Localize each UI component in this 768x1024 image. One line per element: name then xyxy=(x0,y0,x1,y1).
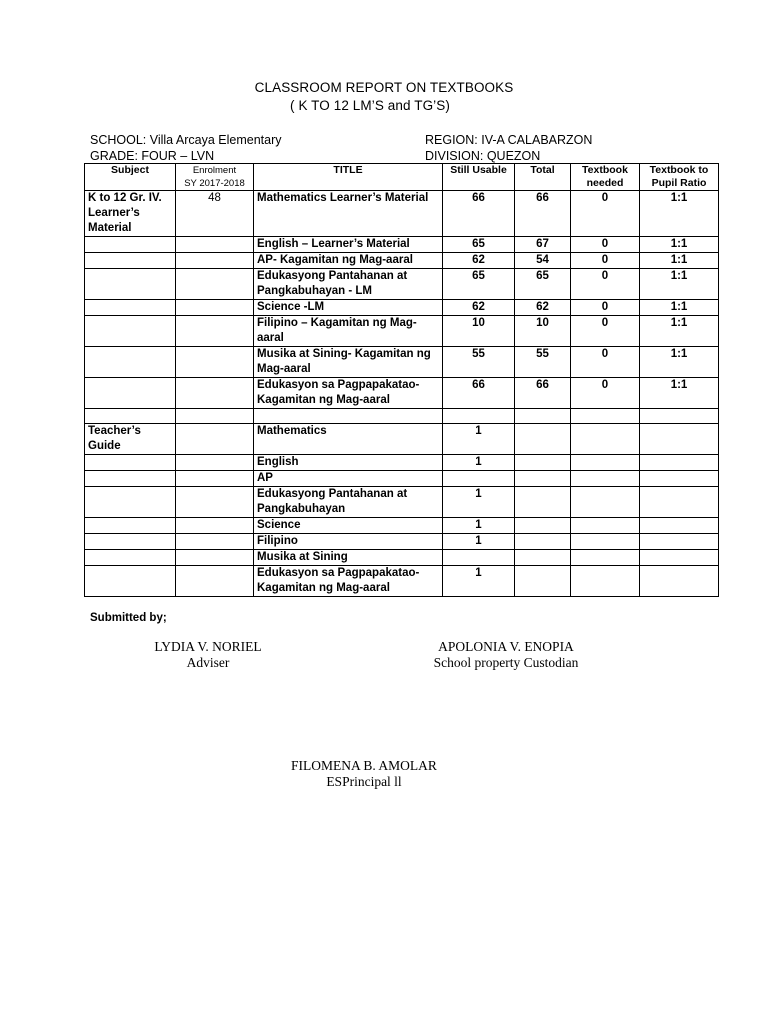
cell-total xyxy=(515,534,571,550)
cell-textbook-needed: 0 xyxy=(571,191,640,237)
cell-textbook-needed: 0 xyxy=(571,300,640,316)
cell-ratio xyxy=(640,424,719,455)
cell-enrolment xyxy=(176,487,254,518)
cell-still-usable: 1 xyxy=(443,455,515,471)
cell-subject xyxy=(85,347,176,378)
cell-still-usable: 66 xyxy=(443,191,515,237)
custodian-name: APOLONIA V. ENOPIA xyxy=(438,639,574,654)
cell-ratio: 1:1 xyxy=(640,316,719,347)
cell-subject xyxy=(85,269,176,300)
cell-title: Mathematics xyxy=(254,424,443,455)
cell-enrolment xyxy=(176,566,254,597)
table-row xyxy=(85,409,719,424)
cell-still-usable: 1 xyxy=(443,566,515,597)
cell-textbook-needed: 0 xyxy=(571,316,640,347)
cell-total xyxy=(515,455,571,471)
cell-total: 66 xyxy=(515,378,571,409)
table-row xyxy=(85,316,719,347)
cell-total xyxy=(515,424,571,455)
table-row xyxy=(85,300,719,316)
cell-total: 54 xyxy=(515,253,571,269)
custodian-signature xyxy=(406,639,606,671)
cell-ratio: 1:1 xyxy=(640,300,719,316)
cell-ratio: 1:1 xyxy=(640,269,719,300)
header-total: Total xyxy=(515,164,571,191)
cell-textbook-needed xyxy=(571,550,640,566)
cell-title: Filipino xyxy=(254,534,443,550)
report-title: CLASSROOM REPORT ON TEXTBOOKS xyxy=(254,80,514,95)
cell-still-usable: 65 xyxy=(443,237,515,253)
cell-title: Science xyxy=(254,518,443,534)
cell-still-usable: 65 xyxy=(443,269,515,300)
cell-ratio xyxy=(640,566,719,597)
cell-textbook-needed xyxy=(571,518,640,534)
cell-still-usable: 1 xyxy=(443,424,515,455)
submitted-by-label: Submitted by; xyxy=(90,612,167,624)
cell-ratio: 1:1 xyxy=(640,237,719,253)
cell-still-usable xyxy=(443,409,515,424)
cell-textbook-needed xyxy=(571,409,640,424)
cell-textbook-needed: 0 xyxy=(571,269,640,300)
cell-enrolment xyxy=(176,424,254,455)
cell-textbook-needed xyxy=(571,471,640,487)
cell-title: AP xyxy=(254,471,443,487)
table-row xyxy=(85,269,719,300)
cell-ratio: 1:1 xyxy=(640,378,719,409)
principal-name: FILOMENA B. AMOLAR xyxy=(291,758,437,773)
table-row xyxy=(85,487,719,518)
cell-still-usable: 10 xyxy=(443,316,515,347)
region-label: REGION: IV-A CALABARZON xyxy=(425,133,593,147)
cell-total: 67 xyxy=(515,237,571,253)
table-row xyxy=(85,191,719,237)
cell-subject xyxy=(85,409,176,424)
cell-total: 65 xyxy=(515,269,571,300)
header-enrolment-line2: SY 2017-2018 xyxy=(184,178,245,189)
cell-ratio xyxy=(640,471,719,487)
cell-enrolment xyxy=(176,347,254,378)
adviser-signature xyxy=(130,639,286,671)
cell-still-usable: 55 xyxy=(443,347,515,378)
cell-ratio xyxy=(640,534,719,550)
cell-subject xyxy=(85,253,176,269)
cell-subject xyxy=(85,378,176,409)
cell-still-usable xyxy=(443,550,515,566)
cell-enrolment xyxy=(176,550,254,566)
cell-enrolment xyxy=(176,300,254,316)
report-subtitle: ( K TO 12 LM’S and TG’S) xyxy=(290,98,450,113)
cell-subject xyxy=(85,316,176,347)
cell-still-usable: 62 xyxy=(443,300,515,316)
cell-textbook-needed xyxy=(571,534,640,550)
grade-label: GRADE: FOUR – LVN xyxy=(90,149,215,163)
cell-title: Edukasyon sa Pagpapakatao- Kagamitan ng Mag-aaral xyxy=(254,378,443,409)
header-enrolment-line1: Enrolment xyxy=(192,165,237,176)
cell-title: Musika at Sining xyxy=(254,550,443,566)
table-row xyxy=(85,550,719,566)
cell-subject xyxy=(85,534,176,550)
cell-total xyxy=(515,409,571,424)
header-subject: Subject xyxy=(85,164,176,191)
cell-title: English – Learner’s Material xyxy=(254,237,443,253)
cell-still-usable: 1 xyxy=(443,487,515,518)
principal-signature xyxy=(272,758,456,790)
table-row xyxy=(85,253,719,269)
cell-still-usable: 1 xyxy=(443,518,515,534)
cell-total xyxy=(515,518,571,534)
cell-enrolment xyxy=(176,253,254,269)
cell-total: 10 xyxy=(515,316,571,347)
table-row xyxy=(85,378,719,409)
cell-title: Edukasyon sa Pagpapakatao- Kagamitan ng Mag-aaral xyxy=(254,566,443,597)
cell-subject xyxy=(85,487,176,518)
cell-enrolment xyxy=(176,316,254,347)
textbook-table xyxy=(84,163,719,597)
cell-ratio: 1:1 xyxy=(640,347,719,378)
table-header-row xyxy=(85,164,719,191)
cell-subject: Teacher’s Guide xyxy=(85,424,176,455)
table-row xyxy=(85,237,719,253)
school-label: SCHOOL: Villa Arcaya Elementary xyxy=(90,133,282,147)
cell-ratio xyxy=(640,409,719,424)
cell-ratio xyxy=(640,550,719,566)
cell-title: Mathematics Learner’s Material xyxy=(254,191,443,237)
custodian-role: School property Custodian xyxy=(433,655,579,670)
cell-title: Edukasyong Pantahanan at Pangkabuhayan - LM xyxy=(254,269,443,300)
table-body xyxy=(85,191,719,597)
cell-still-usable: 62 xyxy=(443,253,515,269)
cell-enrolment xyxy=(176,269,254,300)
cell-enrolment: 48 xyxy=(176,191,254,237)
cell-still-usable: 66 xyxy=(443,378,515,409)
cell-ratio: 1:1 xyxy=(640,253,719,269)
cell-textbook-needed: 0 xyxy=(571,237,640,253)
header-textbook-needed: Textbook needed xyxy=(571,164,640,191)
cell-title xyxy=(254,409,443,424)
cell-subject xyxy=(85,237,176,253)
table-row xyxy=(85,566,719,597)
cell-title: AP- Kagamitan ng Mag-aaral xyxy=(254,253,443,269)
cell-textbook-needed xyxy=(571,487,640,518)
table-row xyxy=(85,455,719,471)
principal-role: ESPrincipal ll xyxy=(326,774,402,789)
table-row xyxy=(85,347,719,378)
cell-total: 66 xyxy=(515,191,571,237)
cell-title: Science -LM xyxy=(254,300,443,316)
cell-title: English xyxy=(254,455,443,471)
cell-still-usable xyxy=(443,471,515,487)
cell-total: 62 xyxy=(515,300,571,316)
cell-ratio: 1:1 xyxy=(640,191,719,237)
cell-enrolment xyxy=(176,534,254,550)
cell-total xyxy=(515,471,571,487)
header-still-usable: Still Usable xyxy=(443,164,515,191)
cell-title: Edukasyong Pantahanan at Pangkabuhayan xyxy=(254,487,443,518)
cell-total: 55 xyxy=(515,347,571,378)
cell-ratio xyxy=(640,455,719,471)
cell-ratio xyxy=(640,518,719,534)
cell-total xyxy=(515,487,571,518)
cell-ratio xyxy=(640,487,719,518)
cell-subject: K to 12 Gr. IV. Learner’s Material xyxy=(85,191,176,237)
header-enrolment xyxy=(176,164,254,191)
cell-subject xyxy=(85,455,176,471)
cell-subject xyxy=(85,471,176,487)
cell-enrolment xyxy=(176,455,254,471)
cell-enrolment xyxy=(176,518,254,534)
cell-subject xyxy=(85,566,176,597)
cell-textbook-needed: 0 xyxy=(571,253,640,269)
table-row xyxy=(85,534,719,550)
cell-subject xyxy=(85,550,176,566)
cell-title: Musika at Sining- Kagamitan ng Mag-aaral xyxy=(254,347,443,378)
cell-title: Filipino – Kagamitan ng Mag-aaral xyxy=(254,316,443,347)
cell-textbook-needed: 0 xyxy=(571,347,640,378)
cell-enrolment xyxy=(176,409,254,424)
cell-enrolment xyxy=(176,237,254,253)
cell-still-usable: 1 xyxy=(443,534,515,550)
cell-textbook-needed: 0 xyxy=(571,378,640,409)
table-row xyxy=(85,424,719,455)
cell-subject xyxy=(85,300,176,316)
cell-textbook-needed xyxy=(571,424,640,455)
header-ratio: Textbook to Pupil Ratio xyxy=(640,164,719,191)
cell-total xyxy=(515,550,571,566)
cell-total xyxy=(515,566,571,597)
table-row xyxy=(85,471,719,487)
table-row xyxy=(85,518,719,534)
cell-subject xyxy=(85,518,176,534)
division-label: DIVISION: QUEZON xyxy=(425,149,541,163)
header-title: TITLE xyxy=(254,164,443,191)
cell-enrolment xyxy=(176,471,254,487)
adviser-name: LYDIA V. NORIEL xyxy=(154,639,262,654)
cell-textbook-needed xyxy=(571,455,640,471)
adviser-role: Adviser xyxy=(186,655,230,670)
cell-enrolment xyxy=(176,378,254,409)
cell-textbook-needed xyxy=(571,566,640,597)
